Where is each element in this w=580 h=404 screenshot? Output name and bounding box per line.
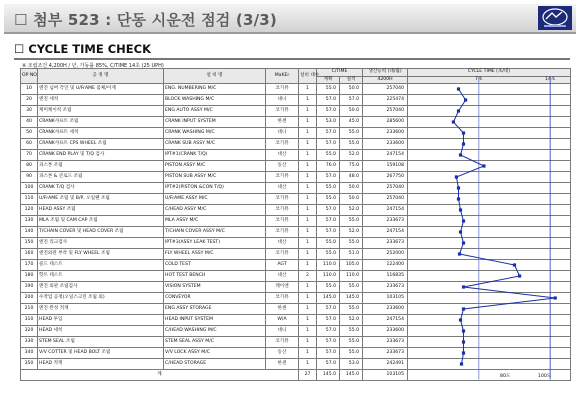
axis-label-end: 100도 [538, 374, 552, 379]
op-no-cell: 160 [21, 249, 38, 260]
ct-actual-cell: 57.0 [340, 95, 363, 106]
equipment-cell: VISION SYSTEM [164, 282, 266, 293]
count-cell: 1 [299, 194, 317, 205]
process-cell: HEAD 세척 [38, 326, 164, 337]
process-cell: MLA 조립 및 CAM CAP 조립 [38, 216, 164, 227]
op-no-cell: 110 [21, 194, 38, 205]
ct-actual-cell: 55.0 [340, 337, 363, 348]
section-divider [14, 58, 570, 60]
ct-plan-cell: 57.0 [317, 95, 340, 106]
header-count: 설비 대수 [299, 69, 317, 84]
equipment-cell: ENG. NUMBERING M/C [164, 84, 266, 95]
chart-tick-7: 7초 [475, 76, 483, 82]
chart-cell [408, 106, 571, 117]
table-row [21, 161, 571, 172]
maker-cell: 대산 [266, 238, 299, 249]
chart-cell [408, 128, 571, 139]
count-cell: 2 [299, 271, 317, 282]
ct-plan-cell: 55.0 [317, 84, 340, 95]
maker-cell: 코기뮤 [266, 84, 299, 95]
ct-plan-cell: 55.0 [317, 249, 340, 260]
op-no-cell: 350 [21, 359, 38, 370]
capacity-cell: 103105 [363, 293, 408, 304]
chart-cell [408, 282, 571, 293]
capacity-cell: 233673 [363, 216, 408, 227]
table-row [21, 348, 571, 359]
op-no-cell: 50 [21, 128, 38, 139]
equipment-cell: COLD TEST [164, 260, 266, 271]
maker-cell: 코기뮤 [266, 194, 299, 205]
process-cell: 엔진 세척 [38, 95, 164, 106]
header-op-no: OP NO [21, 69, 38, 84]
equipment-cell: CONVEYOR [164, 293, 266, 304]
chart-tick-header [408, 76, 571, 84]
maker-cell: 동산 [266, 161, 299, 172]
count-cell: 1 [299, 216, 317, 227]
chart-cell [408, 205, 571, 216]
count-cell: 1 [299, 117, 317, 128]
count-cell: 1 [299, 106, 317, 117]
table-row [21, 293, 571, 304]
count-cell: 1 [299, 304, 317, 315]
ct-actual-cell: 48.0 [340, 172, 363, 183]
process-cell: V/V COTTER 및 HEAD BOLT 조립 [38, 348, 164, 359]
equipment-cell: ENG AUTO ASSY M/C [164, 106, 266, 117]
total-actual: 145.0 [340, 370, 363, 381]
chart-cell [408, 139, 571, 150]
count-cell: 1 [299, 205, 317, 216]
maker-cell: 코기뮤 [266, 227, 299, 238]
ct-actual-cell: 55.0 [340, 238, 363, 249]
ct-actual-cell: 145.0 [340, 293, 363, 304]
capacity-cell: 257040 [363, 106, 408, 117]
assembly-condition-note: ※ 조립조건 4,200H / 년, 가동률 85%, C/TIME 14초 (25 UPH) [22, 63, 164, 69]
header-ctime: C/TIME [317, 69, 363, 77]
section-title: ☐ CYCLE TIME CHECK [14, 42, 151, 56]
table-row [21, 227, 571, 238]
equipment-cell: CRANK INPUT SYSTEM [164, 117, 266, 128]
count-cell: 1 [299, 238, 317, 249]
equipment-cell: MLA ASSY M/C [164, 216, 266, 227]
table-row [21, 260, 571, 271]
process-cell: 수작업 공정(오일스크린 조립 외) [38, 293, 164, 304]
ct-actual-cell: 50.0 [340, 194, 363, 205]
maker-cell: 코기뮤 [266, 293, 299, 304]
ct-actual-cell: 55.0 [340, 216, 363, 227]
op-no-cell: 130 [21, 216, 38, 227]
ct-actual-cell: 45.0 [340, 117, 363, 128]
table-row [21, 249, 571, 260]
equipment-cell: IPT#2(PISTON &CON T/Q) [164, 183, 266, 194]
table-row [21, 172, 571, 183]
capacity-cell: 233673 [363, 348, 408, 359]
title-bar [4, 4, 576, 34]
table-row [21, 315, 571, 326]
ct-plan-cell: 57.0 [317, 315, 340, 326]
op-no-cell: 330 [21, 337, 38, 348]
process-cell: HEAD 투입 [38, 315, 164, 326]
capacity-cell: 159108 [363, 161, 408, 172]
equipment-cell: CRANK WASHING M/C [164, 128, 266, 139]
table-row [21, 194, 571, 205]
company-logo-icon [538, 6, 572, 30]
maker-cell: 한센 [266, 304, 299, 315]
maker-cell: 동산 [266, 348, 299, 359]
equipment-cell: HEAD INPUT SYSTEM [164, 315, 266, 326]
op-no-cell: 60 [21, 139, 38, 150]
count-cell: 1 [299, 183, 317, 194]
op-no-cell: 10 [21, 84, 38, 95]
capacity-cell: 233600 [363, 139, 408, 150]
capacity-cell: 233600 [363, 304, 408, 315]
process-cell: 케미케이칙 조립 [38, 106, 164, 117]
process-cell: HEAD 적재 [38, 359, 164, 370]
axis-label-mid: 80도 [500, 374, 511, 379]
table-row [21, 304, 571, 315]
capacity-cell: 247154 [363, 227, 408, 238]
ct-plan-cell: 57.0 [317, 227, 340, 238]
ct-plan-cell: 57.0 [317, 205, 340, 216]
capacity-cell: 252000 [363, 249, 408, 260]
maker-cell: 대니 [266, 326, 299, 337]
total-chart-cell [408, 370, 571, 381]
op-no-cell: 140 [21, 227, 38, 238]
equipment-cell: U/FrAME ASSY M/C [164, 194, 266, 205]
op-no-cell: 150 [21, 238, 38, 249]
equipment-cell: CRANK SUB ASSY M/C [164, 139, 266, 150]
op-no-cell: 340 [21, 348, 38, 359]
op-no-cell: 170 [21, 260, 38, 271]
total-capacity: 103105 [363, 370, 408, 381]
count-cell: 1 [299, 172, 317, 183]
chart-cell [408, 84, 571, 95]
header-process: 공 정 명 [38, 69, 164, 84]
equipment-cell: ENG ASSY STORAGE [164, 304, 266, 315]
chart-cell [408, 304, 571, 315]
cycle-time-table [20, 68, 571, 381]
equipment-cell: STEM SEAL ASSY M/C [164, 337, 266, 348]
process-cell: CRANK샤프트 세척 [38, 128, 164, 139]
count-cell: 1 [299, 227, 317, 238]
table-total-row [21, 370, 571, 381]
header-chart: CYCLE TIME (초/대) [408, 69, 571, 77]
maker-cell: 한센 [266, 359, 299, 370]
table-row [21, 117, 571, 128]
maker-cell: 코기뮤 [266, 172, 299, 183]
table-row [21, 183, 571, 194]
capacity-cell: 267750 [363, 172, 408, 183]
table-row [21, 205, 571, 216]
capacity-cell: 233673 [363, 282, 408, 293]
chart-cell [408, 150, 571, 161]
process-cell: 엔진 리크검사 [38, 238, 164, 249]
ct-actual-cell: 55.0 [340, 304, 363, 315]
chart-cell [408, 315, 571, 326]
ct-plan-cell: 57.0 [317, 106, 340, 117]
ct-plan-cell: 55.0 [317, 183, 340, 194]
ct-actual-cell: 52.0 [340, 315, 363, 326]
maker-cell: 코기뮤 [266, 205, 299, 216]
chart-cell [408, 271, 571, 282]
maker-cell: 코기뮤 [266, 337, 299, 348]
ct-actual-cell: 50.0 [340, 84, 363, 95]
ct-actual-cell: 52.0 [340, 227, 363, 238]
count-cell: 1 [299, 315, 317, 326]
chart-cell [408, 359, 571, 370]
ct-plan-cell: 57.0 [317, 139, 340, 150]
ct-plan-cell: 57.0 [317, 216, 340, 227]
op-no-cell: 310 [21, 315, 38, 326]
table-row [21, 106, 571, 117]
chart-cell [408, 348, 571, 359]
count-cell: 1 [299, 95, 317, 106]
equipment-cell: C/HEAD STORAGE [164, 359, 266, 370]
process-cell: 피스톤 & 콘로드 조립 [38, 172, 164, 183]
ct-actual-cell: 110.0 [340, 271, 363, 282]
header-maker: MaKEr [266, 69, 299, 84]
ct-plan-cell: 57.0 [317, 172, 340, 183]
ct-plan-cell: 57.0 [317, 326, 340, 337]
capacity-cell: 257040 [363, 194, 408, 205]
maker-cell: 한센 [266, 117, 299, 128]
count-cell: 1 [299, 359, 317, 370]
ct-plan-cell: 55.0 [317, 150, 340, 161]
table-row [21, 139, 571, 150]
table-row [21, 359, 571, 370]
maker-cell: AGT [266, 260, 299, 271]
ct-actual-cell: 50.0 [340, 183, 363, 194]
maker-cell: 코기뮤 [266, 216, 299, 227]
capacity-cell: 242491 [363, 359, 408, 370]
header-equipment: 설 비 명 [164, 69, 266, 84]
maker-cell: 케이엔 [266, 282, 299, 293]
process-cell: STEM SEAL 조립 [38, 337, 164, 348]
chart-cell [408, 194, 571, 205]
capacity-cell: 225474 [363, 95, 408, 106]
table-row [21, 128, 571, 139]
ct-actual-cell: 105.0 [340, 260, 363, 271]
ct-actual-cell: 55.0 [340, 348, 363, 359]
capacity-cell: 116835 [363, 271, 408, 282]
count-cell: 1 [299, 326, 317, 337]
ct-actual-cell: 50.0 [340, 106, 363, 117]
process-cell: 엔진 완성 적재 [38, 304, 164, 315]
op-no-cell: 40 [21, 117, 38, 128]
chart-cell [408, 238, 571, 249]
header-ct-actual: 실적 [340, 76, 363, 84]
chart-cell [408, 227, 571, 238]
ct-actual-cell: 55.0 [340, 282, 363, 293]
count-cell: 1 [299, 150, 317, 161]
capacity-cell: 257040 [363, 183, 408, 194]
chart-cell [408, 337, 571, 348]
op-no-cell: 80 [21, 161, 38, 172]
equipment-cell: PISTON ASSY M/C [164, 161, 266, 172]
table-row [21, 282, 571, 293]
table-row [21, 238, 571, 249]
maker-cell: W/A [266, 315, 299, 326]
chart-cell [408, 172, 571, 183]
capacity-cell: 233673 [363, 337, 408, 348]
ct-plan-cell: 57.0 [317, 337, 340, 348]
op-no-cell: 20 [21, 95, 38, 106]
op-no-cell: 210 [21, 304, 38, 315]
ct-plan-cell: 55.0 [317, 282, 340, 293]
process-cell: 피스톤 조립 [38, 161, 164, 172]
count-cell: 1 [299, 139, 317, 150]
process-cell: U/FrAME 조립 및 B/P, 오일팬 조립 [38, 194, 164, 205]
equipment-cell: HOT TEST BENCH [164, 271, 266, 282]
op-no-cell: 200 [21, 293, 38, 304]
process-cell: 엔진 넘버 각인 및 U/FrAME 몸체/이재 [38, 84, 164, 95]
header-capacity-sub: 4200H [363, 76, 408, 84]
ct-plan-cell: 76.0 [317, 161, 340, 172]
op-no-cell: 180 [21, 271, 38, 282]
capacity-cell: 285600 [363, 117, 408, 128]
ct-actual-cell: 55.0 [340, 139, 363, 150]
process-cell: HEAD ASSY 조립 [38, 205, 164, 216]
count-cell: 1 [299, 260, 317, 271]
process-cell: 콜드 테스트 [38, 260, 164, 271]
op-no-cell: 70 [21, 150, 38, 161]
maker-cell: 대산 [266, 271, 299, 282]
chart-cell [408, 260, 571, 271]
table-row [21, 150, 571, 161]
ct-plan-cell: 53.0 [317, 117, 340, 128]
process-cell: T/CHAIN COVER 및 HEAD COVER 조립 [38, 227, 164, 238]
equipment-cell: BLOCK WASHING M/C [164, 95, 266, 106]
maker-cell: 코기뮤 [266, 139, 299, 150]
equipment-cell: FLY WHEEL ASSY M/C [164, 249, 266, 260]
chart-tick-14: 14초 [545, 76, 556, 82]
ct-plan-cell: 145.0 [317, 293, 340, 304]
ct-plan-cell: 57.0 [317, 128, 340, 139]
header-ct-plan: 계획 [317, 76, 340, 84]
ct-actual-cell: 51.0 [340, 249, 363, 260]
total-count: 27 [299, 370, 317, 381]
chart-cell [408, 293, 571, 304]
count-cell: 1 [299, 337, 317, 348]
chart-cell [408, 95, 571, 106]
page-title: ☐ 첨부 523 : 단동 시운전 점검 (3/3) [14, 11, 277, 29]
maker-cell: 대산 [266, 150, 299, 161]
process-cell: CRANK샤프트 조립 [38, 117, 164, 128]
table-row [21, 326, 571, 337]
total-label: 계 [21, 370, 299, 381]
count-cell: 1 [299, 249, 317, 260]
equipment-cell: C/HEAD ASSY M/C [164, 205, 266, 216]
maker-cell: 대산 [266, 183, 299, 194]
table-row [21, 84, 571, 95]
header-capacity: 생산능력 (대/월) [363, 69, 408, 77]
equipment-cell: C/HEAD WASHING M/C [164, 326, 266, 337]
count-cell: 1 [299, 161, 317, 172]
count-cell: 1 [299, 282, 317, 293]
count-cell: 1 [299, 293, 317, 304]
op-no-cell: 320 [21, 326, 38, 337]
capacity-cell: 233673 [363, 238, 408, 249]
process-cell: CRANK END PLAY 및 T/Q 검사 [38, 150, 164, 161]
capacity-cell: 233600 [363, 326, 408, 337]
chart-cell [408, 161, 571, 172]
count-cell: 1 [299, 348, 317, 359]
op-no-cell: 90 [21, 172, 38, 183]
equipment-cell: T/CHAIN COVER ASSY M/C [164, 227, 266, 238]
op-no-cell: 30 [21, 106, 38, 117]
ct-actual-cell: 55.0 [340, 128, 363, 139]
table-row [21, 216, 571, 227]
ct-plan-cell: 57.0 [317, 359, 340, 370]
table-row [21, 95, 571, 106]
ct-actual-cell: 53.0 [340, 359, 363, 370]
chart-cell [408, 326, 571, 337]
chart-cell [408, 117, 571, 128]
ct-plan-cell: 55.0 [317, 194, 340, 205]
process-cell: CRANK T/Q 검사 [38, 183, 164, 194]
total-plan: 145.0 [317, 370, 340, 381]
ct-plan-cell: 55.0 [317, 238, 340, 249]
ct-plan-cell: 110.0 [317, 271, 340, 282]
chart-cell [408, 249, 571, 260]
capacity-cell: 247154 [363, 315, 408, 326]
maker-cell: 대니 [266, 128, 299, 139]
count-cell: 1 [299, 128, 317, 139]
process-cell: 엔진외관 부착 및 FLY WHEEL 조립 [38, 249, 164, 260]
ct-plan-cell: 57.0 [317, 348, 340, 359]
ct-actual-cell: 52.0 [340, 150, 363, 161]
equipment-cell: IPT#3(ASSY LEAK TEST) [164, 238, 266, 249]
capacity-cell: 247154 [363, 150, 408, 161]
chart-cell [408, 216, 571, 227]
capacity-cell: 233600 [363, 128, 408, 139]
maker-cell: 코기뮤 [266, 106, 299, 117]
ct-actual-cell: 75.0 [340, 161, 363, 172]
equipment-cell: V/V LOCK ASSY M/C [164, 348, 266, 359]
capacity-cell: 122400 [363, 260, 408, 271]
ct-actual-cell: 52.0 [340, 205, 363, 216]
process-cell: CRANK샤프트 CPS WHEEL 조립 [38, 139, 164, 150]
op-no-cell: 190 [21, 282, 38, 293]
capacity-cell: 257040 [363, 84, 408, 95]
maker-cell: 대니 [266, 95, 299, 106]
ct-actual-cell: 55.0 [340, 326, 363, 337]
maker-cell: 코기뮤 [266, 249, 299, 260]
process-cell: 핫트 테스트 [38, 271, 164, 282]
equipment-cell: PISTON SUB ASSY M/C [164, 172, 266, 183]
chart-cell [408, 183, 571, 194]
op-no-cell: 120 [21, 205, 38, 216]
count-cell: 1 [299, 84, 317, 95]
table-row [21, 337, 571, 348]
ct-plan-cell: 57.0 [317, 304, 340, 315]
equipment-cell: IPT#1(CRANK T/Q) [164, 150, 266, 161]
table-row [21, 271, 571, 282]
op-no-cell: 100 [21, 183, 38, 194]
ct-plan-cell: 110.0 [317, 260, 340, 271]
capacity-cell: 247154 [363, 205, 408, 216]
process-cell: 엔진 외관 조립검사 [38, 282, 164, 293]
